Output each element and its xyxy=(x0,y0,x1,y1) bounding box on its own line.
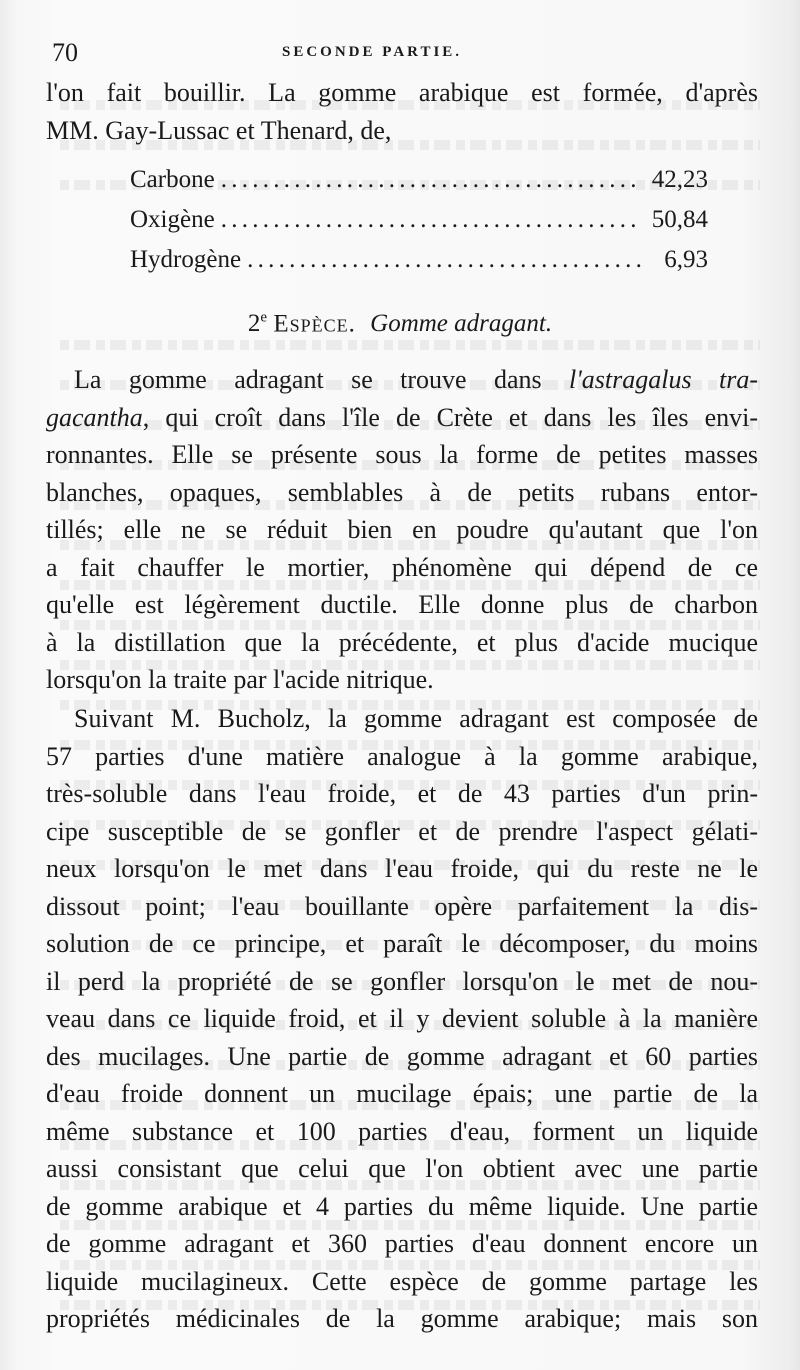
text-line: Suivant M. Bucholz, la gomme adragant est composée de xyxy=(74,704,758,733)
text-line: cipe susceptible de se gonfler et de prendre l'aspect gélati- xyxy=(46,816,758,846)
composition-table xyxy=(130,166,708,286)
page-header xyxy=(52,38,760,68)
paragraph-2 xyxy=(46,700,758,1338)
element-name: Carbone xyxy=(130,166,215,193)
text-line: propriétés médicinales de la gomme arabique; mais son xyxy=(46,1304,758,1333)
text-line: de gomme arabique et 4 parties du même liquide. Une partie xyxy=(46,1191,758,1221)
text-line: lorsqu'on la traite par l'acide nitrique. xyxy=(46,665,434,694)
text-line: La gomme adragant se trouve dans l'astragalus tra- xyxy=(74,365,758,394)
leader-dots xyxy=(221,166,642,194)
text-line: même substance et 100 parties d'eau, forment un liquide xyxy=(46,1116,758,1146)
text-line: l'on fait bouillir. La gomme arabique est formée, d'après xyxy=(46,78,758,107)
paragraph-1 xyxy=(46,361,758,699)
page-number: 70 xyxy=(52,38,78,67)
text-line: dissout point; l'eau bouillante opère parfaitement la dis- xyxy=(46,891,758,921)
text-line: a fait chauffer le mortier, phénomène qui dépend de ce xyxy=(46,552,758,582)
composition-row xyxy=(130,166,708,206)
text-line: qu'elle est légèrement ductile. Elle donne plus de charbon xyxy=(46,590,758,619)
element-value: 50,84 xyxy=(651,206,708,233)
section-ordinal: e xyxy=(260,310,268,326)
text-line: liquide mucilagineux. Cette espèce de gomme partage les xyxy=(46,1266,758,1296)
text-line: MM. Gay-Lussac et Thenard, de, xyxy=(46,115,392,145)
text-line: solution de ce principe, et paraît le décomposer, du moins xyxy=(46,929,758,958)
leader-dots xyxy=(247,246,642,274)
text-line: tillés; elle ne se réduit bien en poudre qu'autant que l'on xyxy=(46,515,758,544)
text-line: blanches, opaques, semblables à de petits rubans entor- xyxy=(46,477,758,507)
intro-text xyxy=(46,74,758,149)
element-value: 42,23 xyxy=(651,166,708,193)
section-gum-name: Gomme adragant. xyxy=(370,310,553,338)
text-line: de gomme adragant et 360 parties d'eau donnent encore un xyxy=(46,1229,758,1258)
section-heading xyxy=(0,310,800,338)
text-line: très-soluble dans l'eau froide, et de 43 parties d'un prin- xyxy=(46,779,758,808)
element-value: 6,93 xyxy=(664,246,708,273)
text-line: il perd la propriété de se gonfler lorsqu'on le met de nou- xyxy=(46,966,758,996)
italic-term: l'astragalus tra- xyxy=(569,365,758,394)
composition-row xyxy=(130,206,708,246)
section-number: 2e xyxy=(247,310,268,338)
text-line: neux lorsqu'on le met dans l'eau froide, qui du reste ne le xyxy=(46,854,758,883)
italic-term: gacantha xyxy=(46,402,143,432)
leader-dots xyxy=(221,206,642,234)
text-line: ronnantes. Elle se présente sous la forme de petites masses xyxy=(46,440,758,469)
composition-row xyxy=(130,246,708,286)
text-line: d'eau froide donnent un mucilage épais; une partie de la xyxy=(46,1079,758,1108)
text-line: aussi consistant que celui que l'on obtient avec une partie xyxy=(46,1154,758,1183)
text-line: gacantha, qui croît dans l'île de Crète et dans les îles envi- xyxy=(46,402,758,432)
text-line: 57 parties d'une matière analogue à la gomme arabique, xyxy=(46,741,758,771)
element-name: Hydrogène xyxy=(130,246,242,273)
text-line: veau dans ce liquide froid, et il y devient soluble à la manière xyxy=(46,1004,758,1033)
running-head: SECONDE PARTIE. xyxy=(282,44,463,60)
text-line: des mucilages. Une partie de gomme adragant et 60 parties xyxy=(46,1041,758,1071)
section-espece: Espèce. xyxy=(273,310,356,338)
text-line: à la distillation que la précédente, et plus d'acide mucique xyxy=(46,627,758,657)
element-name: Oxigène xyxy=(130,206,215,233)
